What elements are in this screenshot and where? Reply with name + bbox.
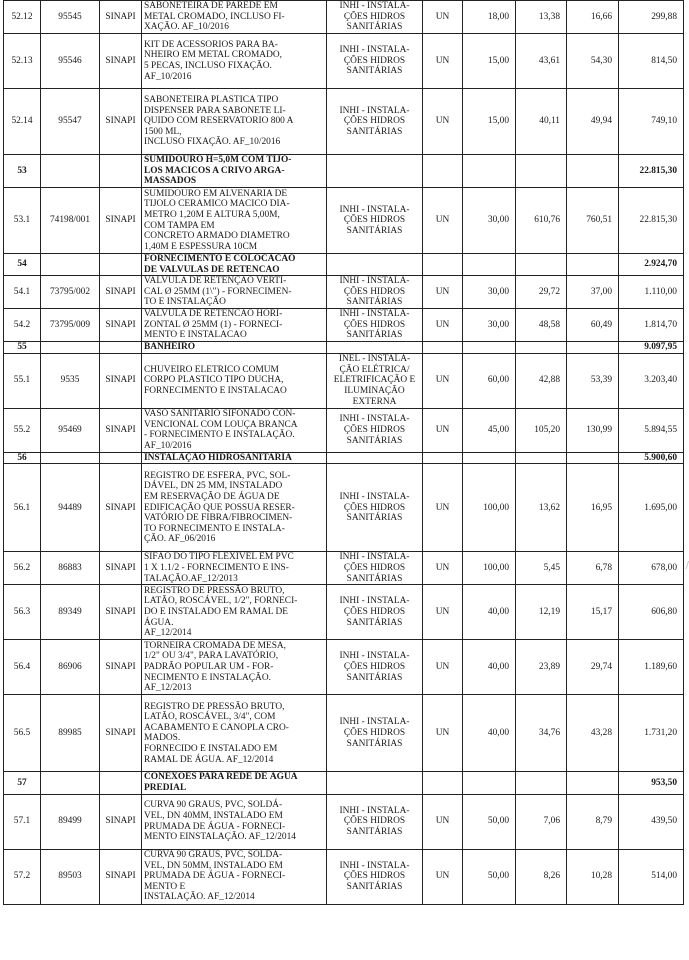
item-number: 52.13 <box>4 34 41 89</box>
item-code: 9535 <box>41 353 100 408</box>
item-number: 52.14 <box>4 89 41 155</box>
qty-cell <box>463 155 516 188</box>
item-number: 56.5 <box>4 695 41 772</box>
item-code: 89349 <box>41 585 100 640</box>
unit-cell <box>423 452 463 464</box>
item-unit-price-bdi: 6,78 <box>567 552 619 585</box>
item-unit: UN <box>423 585 463 640</box>
item-total: 1.814,70 <box>619 309 684 342</box>
item-number: 53.1 <box>4 188 41 254</box>
item-unit: UN <box>423 695 463 772</box>
item-category: INHI - INSTALA- ÇÕES HIDROS SANITÁRIAS <box>327 585 423 640</box>
unit-price-bdi-cell <box>567 155 619 188</box>
item-source: SINAPI <box>100 849 142 904</box>
item-description: SABONETEIRA DE PAREDE EM METAL CROMADO, INCLUSO FI- XAÇÃO. AF_10/2016 <box>142 1 327 34</box>
item-unit-price: 8,26 <box>516 849 567 904</box>
category-cell <box>327 155 423 188</box>
item-number: 54.1 <box>4 276 41 309</box>
unit-price-bdi-cell <box>567 452 619 464</box>
item-number: 56.1 <box>4 464 41 552</box>
item-category: INEL - INSTALA- ÇÃO ELÉTRICA/ ELETRIFICAÇÃO E ILUMINAÇÃO EXTERNA <box>327 353 423 408</box>
item-category: INHI - INSTALA- ÇÕES HIDROS SANITÁRIAS <box>327 640 423 695</box>
item-code: 73795/002 <box>41 276 100 309</box>
qty-cell <box>463 772 516 794</box>
group-row <box>4 772 684 794</box>
item-source: SINAPI <box>100 552 142 585</box>
item-code: 95547 <box>41 89 100 155</box>
item-unit-price-bdi: 15,17 <box>567 585 619 640</box>
item-quantity: 15,00 <box>463 89 516 155</box>
item-description: KIT DE ACESSORIOS PARA BA- NHEIRO EM METAL CROMADO, 5 PECAS, INCLUSO FIXAÇÃO. AF_10/2016 <box>142 34 327 89</box>
item-number: 55.2 <box>4 408 41 452</box>
item-source: SINAPI <box>100 794 142 849</box>
item-code: 95546 <box>41 34 100 89</box>
item-total: 814,50 <box>619 34 684 89</box>
item-category: INHI - INSTALA- ÇÕES HIDROS SANITÁRIAS <box>327 552 423 585</box>
item-quantity: 30,00 <box>463 276 516 309</box>
unit-price-cell <box>516 452 567 464</box>
unit-cell <box>423 254 463 276</box>
item-unit: UN <box>423 552 463 585</box>
source-cell <box>100 254 142 276</box>
qty-cell <box>463 254 516 276</box>
item-code: 95545 <box>41 1 100 34</box>
unit-price-bdi-cell <box>567 772 619 794</box>
item-number: 55 <box>4 342 41 354</box>
item-unit-price: 7,06 <box>516 794 567 849</box>
source-cell <box>100 342 142 354</box>
item-row <box>4 188 684 254</box>
item-unit-price-bdi: 29,74 <box>567 640 619 695</box>
item-description: VALVULA DE RETENCAO HORI- ZONTAL Ø 25MM (1) - FORNECI- MENTO E INSTALACAO <box>142 309 327 342</box>
item-quantity: 60,00 <box>463 353 516 408</box>
category-cell <box>327 452 423 464</box>
item-unit-price-bdi: 16,66 <box>567 1 619 34</box>
item-unit: UN <box>423 89 463 155</box>
item-unit-price: 42,88 <box>516 353 567 408</box>
item-category: INHI - INSTALA- ÇÕES HIDROS SANITÁRIAS <box>327 408 423 452</box>
item-code: 89503 <box>41 849 100 904</box>
item-source: SINAPI <box>100 353 142 408</box>
item-row <box>4 34 684 89</box>
item-total: 3.203,40 <box>619 353 684 408</box>
item-unit-price: 610,76 <box>516 188 567 254</box>
group-total: 2.924,70 <box>619 254 684 276</box>
code-cell <box>41 342 100 354</box>
item-number: 56.3 <box>4 585 41 640</box>
item-source: SINAPI <box>100 309 142 342</box>
item-unit-price-bdi: 49,94 <box>567 89 619 155</box>
item-code: 73795/009 <box>41 309 100 342</box>
code-cell <box>41 155 100 188</box>
item-source: SINAPI <box>100 695 142 772</box>
item-unit-price-bdi: 60,49 <box>567 309 619 342</box>
item-quantity: 45,00 <box>463 408 516 452</box>
item-description: SUMIDOURO EM ALVENARIA DE TIJOLO CERAMICO MACICO DIA- METRO 1,20M E ALTURA 5,00M, COM TAMPA EM CONCRETO ARMADO DIAMETRO 1,40M E ESPESSURA 10CM <box>142 188 327 254</box>
item-code: 94489 <box>41 464 100 552</box>
item-row <box>4 640 684 695</box>
item-description: SIFÃO DO TIPO FLEXÍVEL EM PVC 1 X 1.1/2 - FORNECIMENTO E INS- TALAÇÃO.AF_12/2013 <box>142 552 327 585</box>
item-category: INHI - INSTALA- ÇÕES HIDROS SANITÁRIAS <box>327 1 423 34</box>
item-unit: UN <box>423 276 463 309</box>
item-row <box>4 309 684 342</box>
item-category: INHI - INSTALA- ÇÕES HIDROS SANITÁRIAS <box>327 794 423 849</box>
item-source: SINAPI <box>100 89 142 155</box>
item-description: CURVA 90 GRAUS, PVC, SOLDA- VEL, DN 50MM, INSTALADO EM PRUMADA DE ÁGUA - FORNECI- MENTO E INSTALAÇÃO. AF_12/2014 <box>142 849 327 904</box>
group-title: BANHEIRO <box>142 342 327 354</box>
item-quantity: 50,00 <box>463 794 516 849</box>
category-cell <box>327 254 423 276</box>
item-unit-price: 5,45 <box>516 552 567 585</box>
source-cell <box>100 772 142 794</box>
unit-cell <box>423 155 463 188</box>
item-row <box>4 585 684 640</box>
item-description: REGISTRO DE PRESSÃO BRUTO, LATÃO, ROSCÁVEL, 1/2", FORNECI- DO E INSTALADO EM RAMAL DE ÁGUA. AF_12/2014 <box>142 585 327 640</box>
item-quantity: 18,00 <box>463 1 516 34</box>
item-description: VASO SANITARIO SIFONADO CON- VENCIONAL COM LOUÇA BRANCA - FORNECIMENTO E INSTALAÇÃO. AF_10/2016 <box>142 408 327 452</box>
item-source: SINAPI <box>100 1 142 34</box>
item-total: 749,10 <box>619 89 684 155</box>
group-title: FORNECIMENTO E COLOCACAO DE VALVULAS DE RETENCAO <box>142 254 327 276</box>
code-cell <box>41 254 100 276</box>
item-quantity: 100,00 <box>463 552 516 585</box>
item-source: SINAPI <box>100 34 142 89</box>
item-category: INHI - INSTALA- ÇÕES HIDROS SANITÁRIAS <box>327 309 423 342</box>
category-cell <box>327 772 423 794</box>
item-unit: UN <box>423 794 463 849</box>
code-cell <box>41 772 100 794</box>
item-unit-price: 23,89 <box>516 640 567 695</box>
item-number: 54.2 <box>4 309 41 342</box>
item-code: 74198/001 <box>41 188 100 254</box>
item-quantity: 100,00 <box>463 464 516 552</box>
item-category: INHI - INSTALA- ÇÕES HIDROS SANITÁRIAS <box>327 695 423 772</box>
item-unit: UN <box>423 34 463 89</box>
item-quantity: 30,00 <box>463 188 516 254</box>
item-unit-price-bdi: 130,99 <box>567 408 619 452</box>
item-total: 514,00 <box>619 849 684 904</box>
item-row <box>4 552 684 585</box>
item-total: 299,88 <box>619 1 684 34</box>
item-number: 54 <box>4 254 41 276</box>
item-source: SINAPI <box>100 276 142 309</box>
group-total: 5.900,60 <box>619 452 684 464</box>
item-unit-price: 105,20 <box>516 408 567 452</box>
item-code: 89499 <box>41 794 100 849</box>
item-unit: UN <box>423 464 463 552</box>
group-row <box>4 254 684 276</box>
unit-price-cell <box>516 772 567 794</box>
source-cell <box>100 155 142 188</box>
item-source: SINAPI <box>100 188 142 254</box>
item-unit: UN <box>423 408 463 452</box>
item-source: SINAPI <box>100 640 142 695</box>
item-unit-price-bdi: 37,00 <box>567 276 619 309</box>
item-quantity: 40,00 <box>463 585 516 640</box>
unit-price-bdi-cell <box>567 342 619 354</box>
group-total: 22.815,30 <box>619 155 684 188</box>
qty-cell <box>463 452 516 464</box>
item-number: 56.2 <box>4 552 41 585</box>
item-unit-price-bdi: 8,79 <box>567 794 619 849</box>
item-unit-price-bdi: 43,28 <box>567 695 619 772</box>
item-description: SABONETEIRA PLASTICA TIPO DISPENSER PARA SABONETE LI- QUIDO COM RESERVATORIO 800 A 1500 ML, INCLUSO FIXAÇÃO. AF_10/2016 <box>142 89 327 155</box>
item-quantity: 50,00 <box>463 849 516 904</box>
item-quantity: 15,00 <box>463 34 516 89</box>
item-unit-price: 43,61 <box>516 34 567 89</box>
item-total: 1.731,20 <box>619 695 684 772</box>
item-unit: UN <box>423 188 463 254</box>
item-unit-price: 29,72 <box>516 276 567 309</box>
item-code: 95469 <box>41 408 100 452</box>
item-unit-price-bdi: 10,28 <box>567 849 619 904</box>
item-description: VALVULA DE RETENÇÃO VERTI- CAL Ø 25MM (1\") - FORNECIMEN- TO E INSTALAÇÃO <box>142 276 327 309</box>
group-row <box>4 155 684 188</box>
code-cell <box>41 452 100 464</box>
item-row <box>4 1 684 34</box>
qty-cell <box>463 342 516 354</box>
item-total: 678,00 <box>619 552 684 585</box>
item-code: 86906 <box>41 640 100 695</box>
item-description: REGISTRO DE ESFERA, PVC, SOL- DÁVEL, DN 25 MM, INSTALADO EM RESERVAÇÃO DE ÁGUA DE EDIFICAÇÃO QUE POSSUA RESER- VATÓRIO DE FIBRA/FIBROCIMEN- TO FORNECIMENTO E INSTALA- ÇÃO. AF_06/2016 <box>142 464 327 552</box>
item-code: 89985 <box>41 695 100 772</box>
item-unit-price: 13,62 <box>516 464 567 552</box>
item-unit: UN <box>423 353 463 408</box>
item-unit-price: 34,76 <box>516 695 567 772</box>
group-title: CONEXOES PARA REDE DE ÁGUA PREDIAL <box>142 772 327 794</box>
group-title: INSTALAÇÃO HIDROSANITARIA <box>142 452 327 464</box>
item-total: 1.695,00 <box>619 464 684 552</box>
item-unit-price-bdi: 54,30 <box>567 34 619 89</box>
item-unit: UN <box>423 309 463 342</box>
unit-cell <box>423 772 463 794</box>
item-number: 55.1 <box>4 353 41 408</box>
item-description: CHUVEIRO ELETRICO COMUM CORPO PLASTICO TIPO DUCHA, FORNECIMENTO E INSTALACAO <box>142 353 327 408</box>
item-category: INHI - INSTALA- ÇÕES HIDROS SANITÁRIAS <box>327 849 423 904</box>
item-number: 56 <box>4 452 41 464</box>
item-unit: UN <box>423 849 463 904</box>
item-code: 86883 <box>41 552 100 585</box>
item-total: 22.815,30 <box>619 188 684 254</box>
item-total: 5.894,55 <box>619 408 684 452</box>
item-category: INHI - INSTALA- ÇÕES HIDROS SANITÁRIAS <box>327 89 423 155</box>
group-title: SUMIDOURO H=5,0M COM TIJO- LOS MACICOS A CRIVO ARGA- MASSADOS <box>142 155 327 188</box>
item-unit-price: 40,11 <box>516 89 567 155</box>
item-category: INHI - INSTALA- ÇÕES HIDROS SANITÁRIAS <box>327 276 423 309</box>
source-cell <box>100 452 142 464</box>
item-row <box>4 276 684 309</box>
item-source: SINAPI <box>100 408 142 452</box>
item-total: 1.110,00 <box>619 276 684 309</box>
item-row <box>4 353 684 408</box>
item-row <box>4 408 684 452</box>
item-number: 57.2 <box>4 849 41 904</box>
item-unit: UN <box>423 640 463 695</box>
page-edge-mark: / <box>685 560 689 571</box>
item-number: 53 <box>4 155 41 188</box>
item-unit-price-bdi: 53,39 <box>567 353 619 408</box>
group-total: 9.097,95 <box>619 342 684 354</box>
item-unit-price-bdi: 16,95 <box>567 464 619 552</box>
unit-price-cell <box>516 155 567 188</box>
item-total: 439,50 <box>619 794 684 849</box>
item-unit-price: 48,58 <box>516 309 567 342</box>
unit-price-bdi-cell <box>567 254 619 276</box>
unit-price-cell <box>516 254 567 276</box>
item-quantity: 40,00 <box>463 695 516 772</box>
item-number: 56.4 <box>4 640 41 695</box>
item-unit: UN <box>423 1 463 34</box>
item-category: INHI - INSTALA- ÇÕES HIDROS SANITÁRIAS <box>327 34 423 89</box>
item-unit-price: 13,38 <box>516 1 567 34</box>
item-total: 1.189,60 <box>619 640 684 695</box>
item-source: SINAPI <box>100 585 142 640</box>
item-description: REGISTRO DE PRESSÃO BRUTO, LATÃO, ROSCÁVEL, 3/4", COM ACABAMENTO E CANOPLA CRO- MADOS. FORNECIDO E INSTALADO EM RAMAL DE ÁGUA. AF_12/2014 <box>142 695 327 772</box>
item-quantity: 30,00 <box>463 309 516 342</box>
group-total: 953,50 <box>619 772 684 794</box>
unit-cell <box>423 342 463 354</box>
item-description: CURVA 90 GRAUS, PVC, SOLDÁ- VEL, DN 40MM, INSTALADO EM PRUMADA DE ÁGUA - FORNECI- MENTO EINSTALAÇÃO. AF_12/2014 <box>142 794 327 849</box>
item-description: TORNEIRA CROMADA DE MESA, 1/2" OU 3/4", PARA LAVATÓRIO, PADRÃO POPULAR UM - FOR- NECIMENTO E INSTALAÇÃO. AF_12/2013 <box>142 640 327 695</box>
item-row <box>4 89 684 155</box>
item-number: 57.1 <box>4 794 41 849</box>
item-row <box>4 849 684 904</box>
item-number: 52.12 <box>4 1 41 34</box>
group-row <box>4 452 684 464</box>
item-row <box>4 695 684 772</box>
item-number: 57 <box>4 772 41 794</box>
budget-table <box>3 0 684 905</box>
item-total: 606,80 <box>619 585 684 640</box>
item-unit-price-bdi: 760,51 <box>567 188 619 254</box>
item-row <box>4 464 684 552</box>
unit-price-cell <box>516 342 567 354</box>
group-row <box>4 342 684 354</box>
item-category: INHI - INSTALA- ÇÕES HIDROS SANITÁRIAS <box>327 188 423 254</box>
item-category: INHI - INSTALA- ÇÕES HIDROS SANITÁRIAS <box>327 464 423 552</box>
category-cell <box>327 342 423 354</box>
item-row <box>4 794 684 849</box>
item-source: SINAPI <box>100 464 142 552</box>
item-quantity: 40,00 <box>463 640 516 695</box>
item-unit-price: 12,19 <box>516 585 567 640</box>
